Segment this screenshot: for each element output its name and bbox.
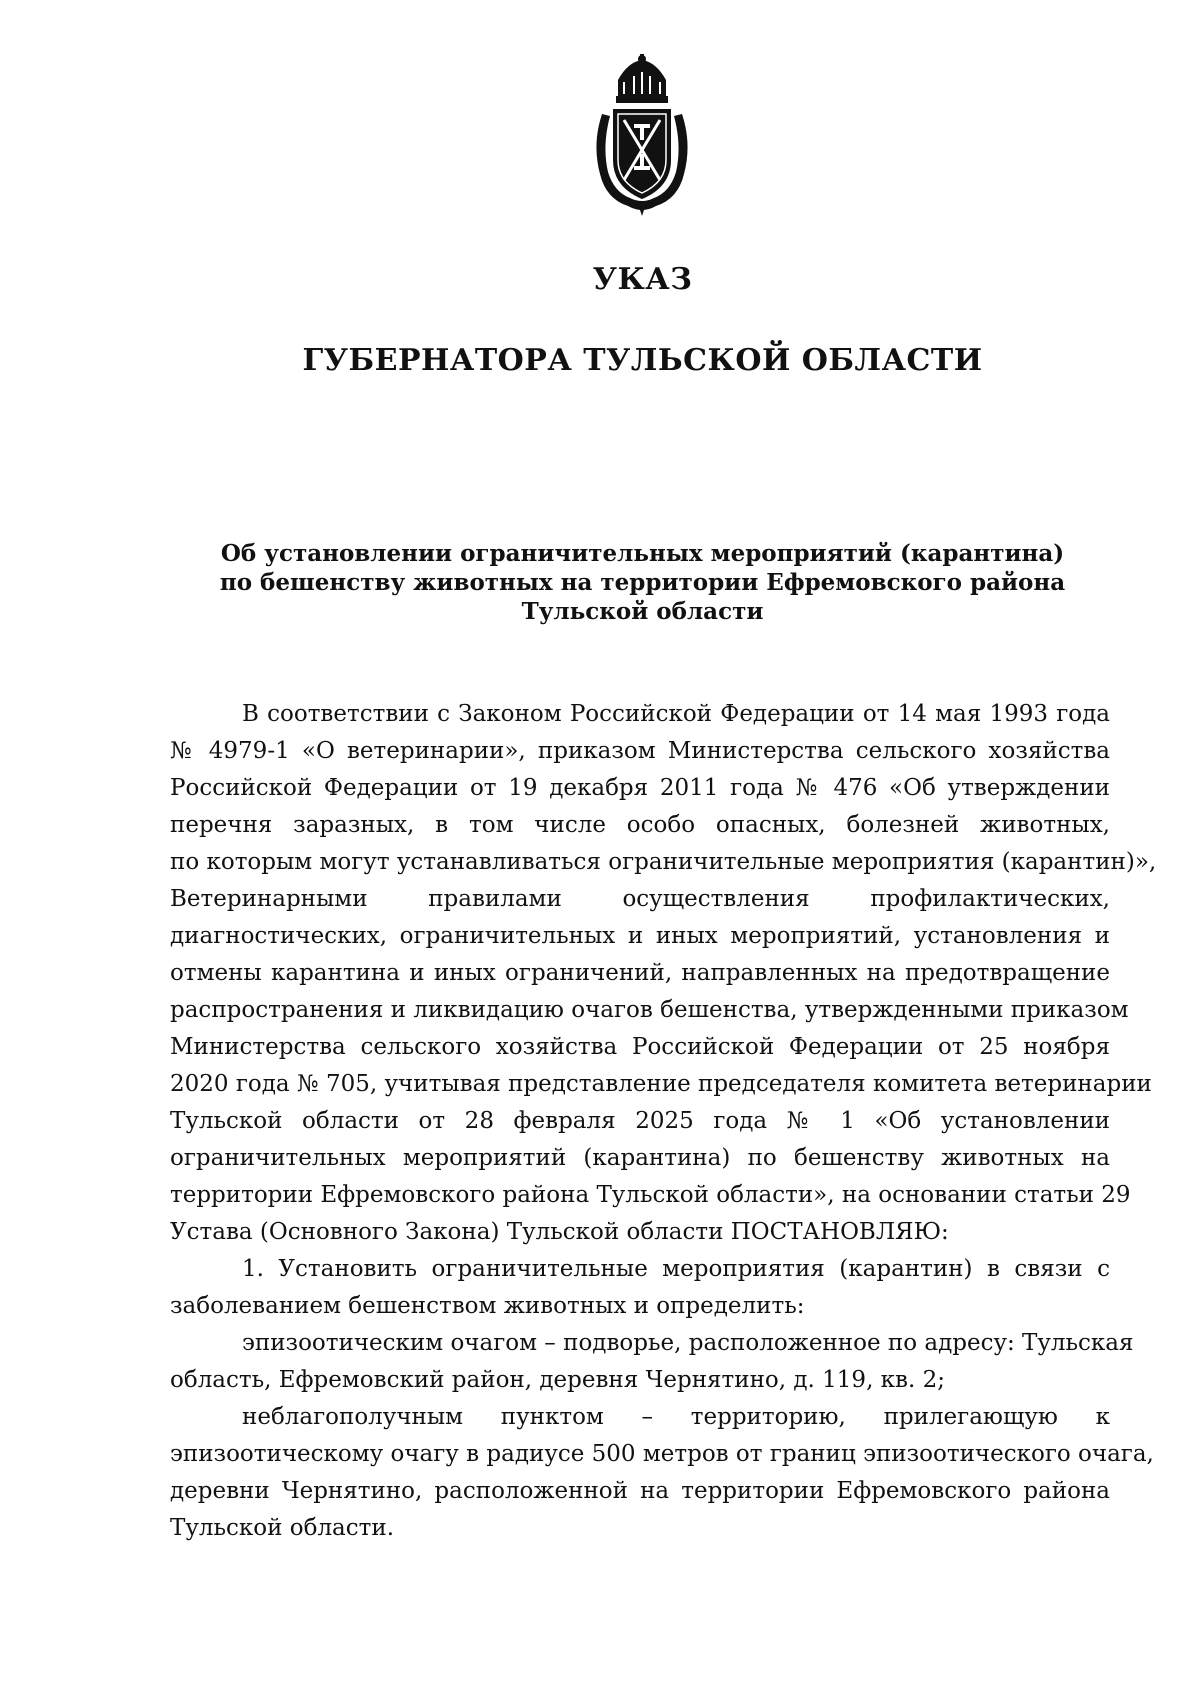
subject-line: по бешенству животных на территории Ефремовского района: [219, 569, 1066, 596]
body-line: перечня заразных, в том числе особо опасных, болезней животных,: [170, 812, 1110, 838]
body-line: Устава (Основного Закона) Тульской области ПОСТАНОВЛЯЮ:: [170, 1219, 949, 1245]
body-line: область, Ефремовский район, деревня Чернятино, д. 119, кв. 2;: [170, 1367, 946, 1393]
body-line: Тульской области.: [170, 1515, 395, 1541]
body-line: 2020 года № 705, учитывая представление председателя комитета ветеринарии: [170, 1071, 1152, 1097]
body-line: по которым могут устанавливаться ограничительные мероприятия (карантин)»,: [170, 849, 1157, 875]
coat-of-arms-icon: [588, 54, 696, 216]
body-line: № 4979-1 «О ветеринарии», приказом Министерства сельского хозяйства: [170, 738, 1110, 764]
body-line: В соответствии с Законом Российской Федерации от 14 мая 1993 года: [242, 701, 1110, 727]
subject-line: Об установлении ограничительных мероприятий (карантина): [220, 540, 1065, 567]
body-line: заболеванием бешенством животных и определить:: [170, 1293, 805, 1319]
body-line: отмены карантина и иных ограничений, направленных на предотвращение: [170, 960, 1110, 986]
body-line: ограничительных мероприятий (карантина) по бешенству животных на: [170, 1145, 1110, 1171]
document-subject: [180, 539, 1105, 626]
subject-line: Тульской области: [521, 598, 764, 625]
body-line: Российской Федерации от 19 декабря 2011 года № 476 «Об утверждении: [170, 775, 1110, 801]
body-line: эпизоотическим очагом – подворье, расположенное по адресу: Тульская: [242, 1330, 1134, 1356]
body-line: эпизоотическому очагу в радиусе 500 метров от границ эпизоотического очага,: [170, 1441, 1154, 1467]
document-body: [170, 696, 1157, 1547]
body-line: Ветеринарными правилами осуществления профилактических,: [170, 886, 1110, 912]
body-line: распространения и ликвидацию очагов бешенства, утвержденными приказом: [170, 997, 1129, 1023]
body-line: диагностических, ограничительных и иных мероприятий, установления и: [170, 923, 1110, 949]
body-line: территории Ефремовского района Тульской области», на основании статьи 29: [170, 1182, 1131, 1208]
body-line: 1. Установить ограничительные мероприятия (карантин) в связи с: [242, 1256, 1110, 1282]
body-line: Тульской области от 28 февраля 2025 года № 1 «Об установлении: [170, 1108, 1110, 1134]
body-line: деревни Чернятино, расположенной на территории Ефремовского района: [170, 1478, 1110, 1504]
body-line: Министерства сельского хозяйства Российской Федерации от 25 ноября: [170, 1034, 1110, 1060]
body-line: неблагополучным пунктом – территорию, прилегающую к: [242, 1404, 1110, 1430]
issuer-title: ГУБЕРНАТОРА ТУЛЬСКОЙ ОБЛАСТИ: [302, 343, 983, 378]
document-type-title: УКАЗ: [592, 262, 693, 297]
